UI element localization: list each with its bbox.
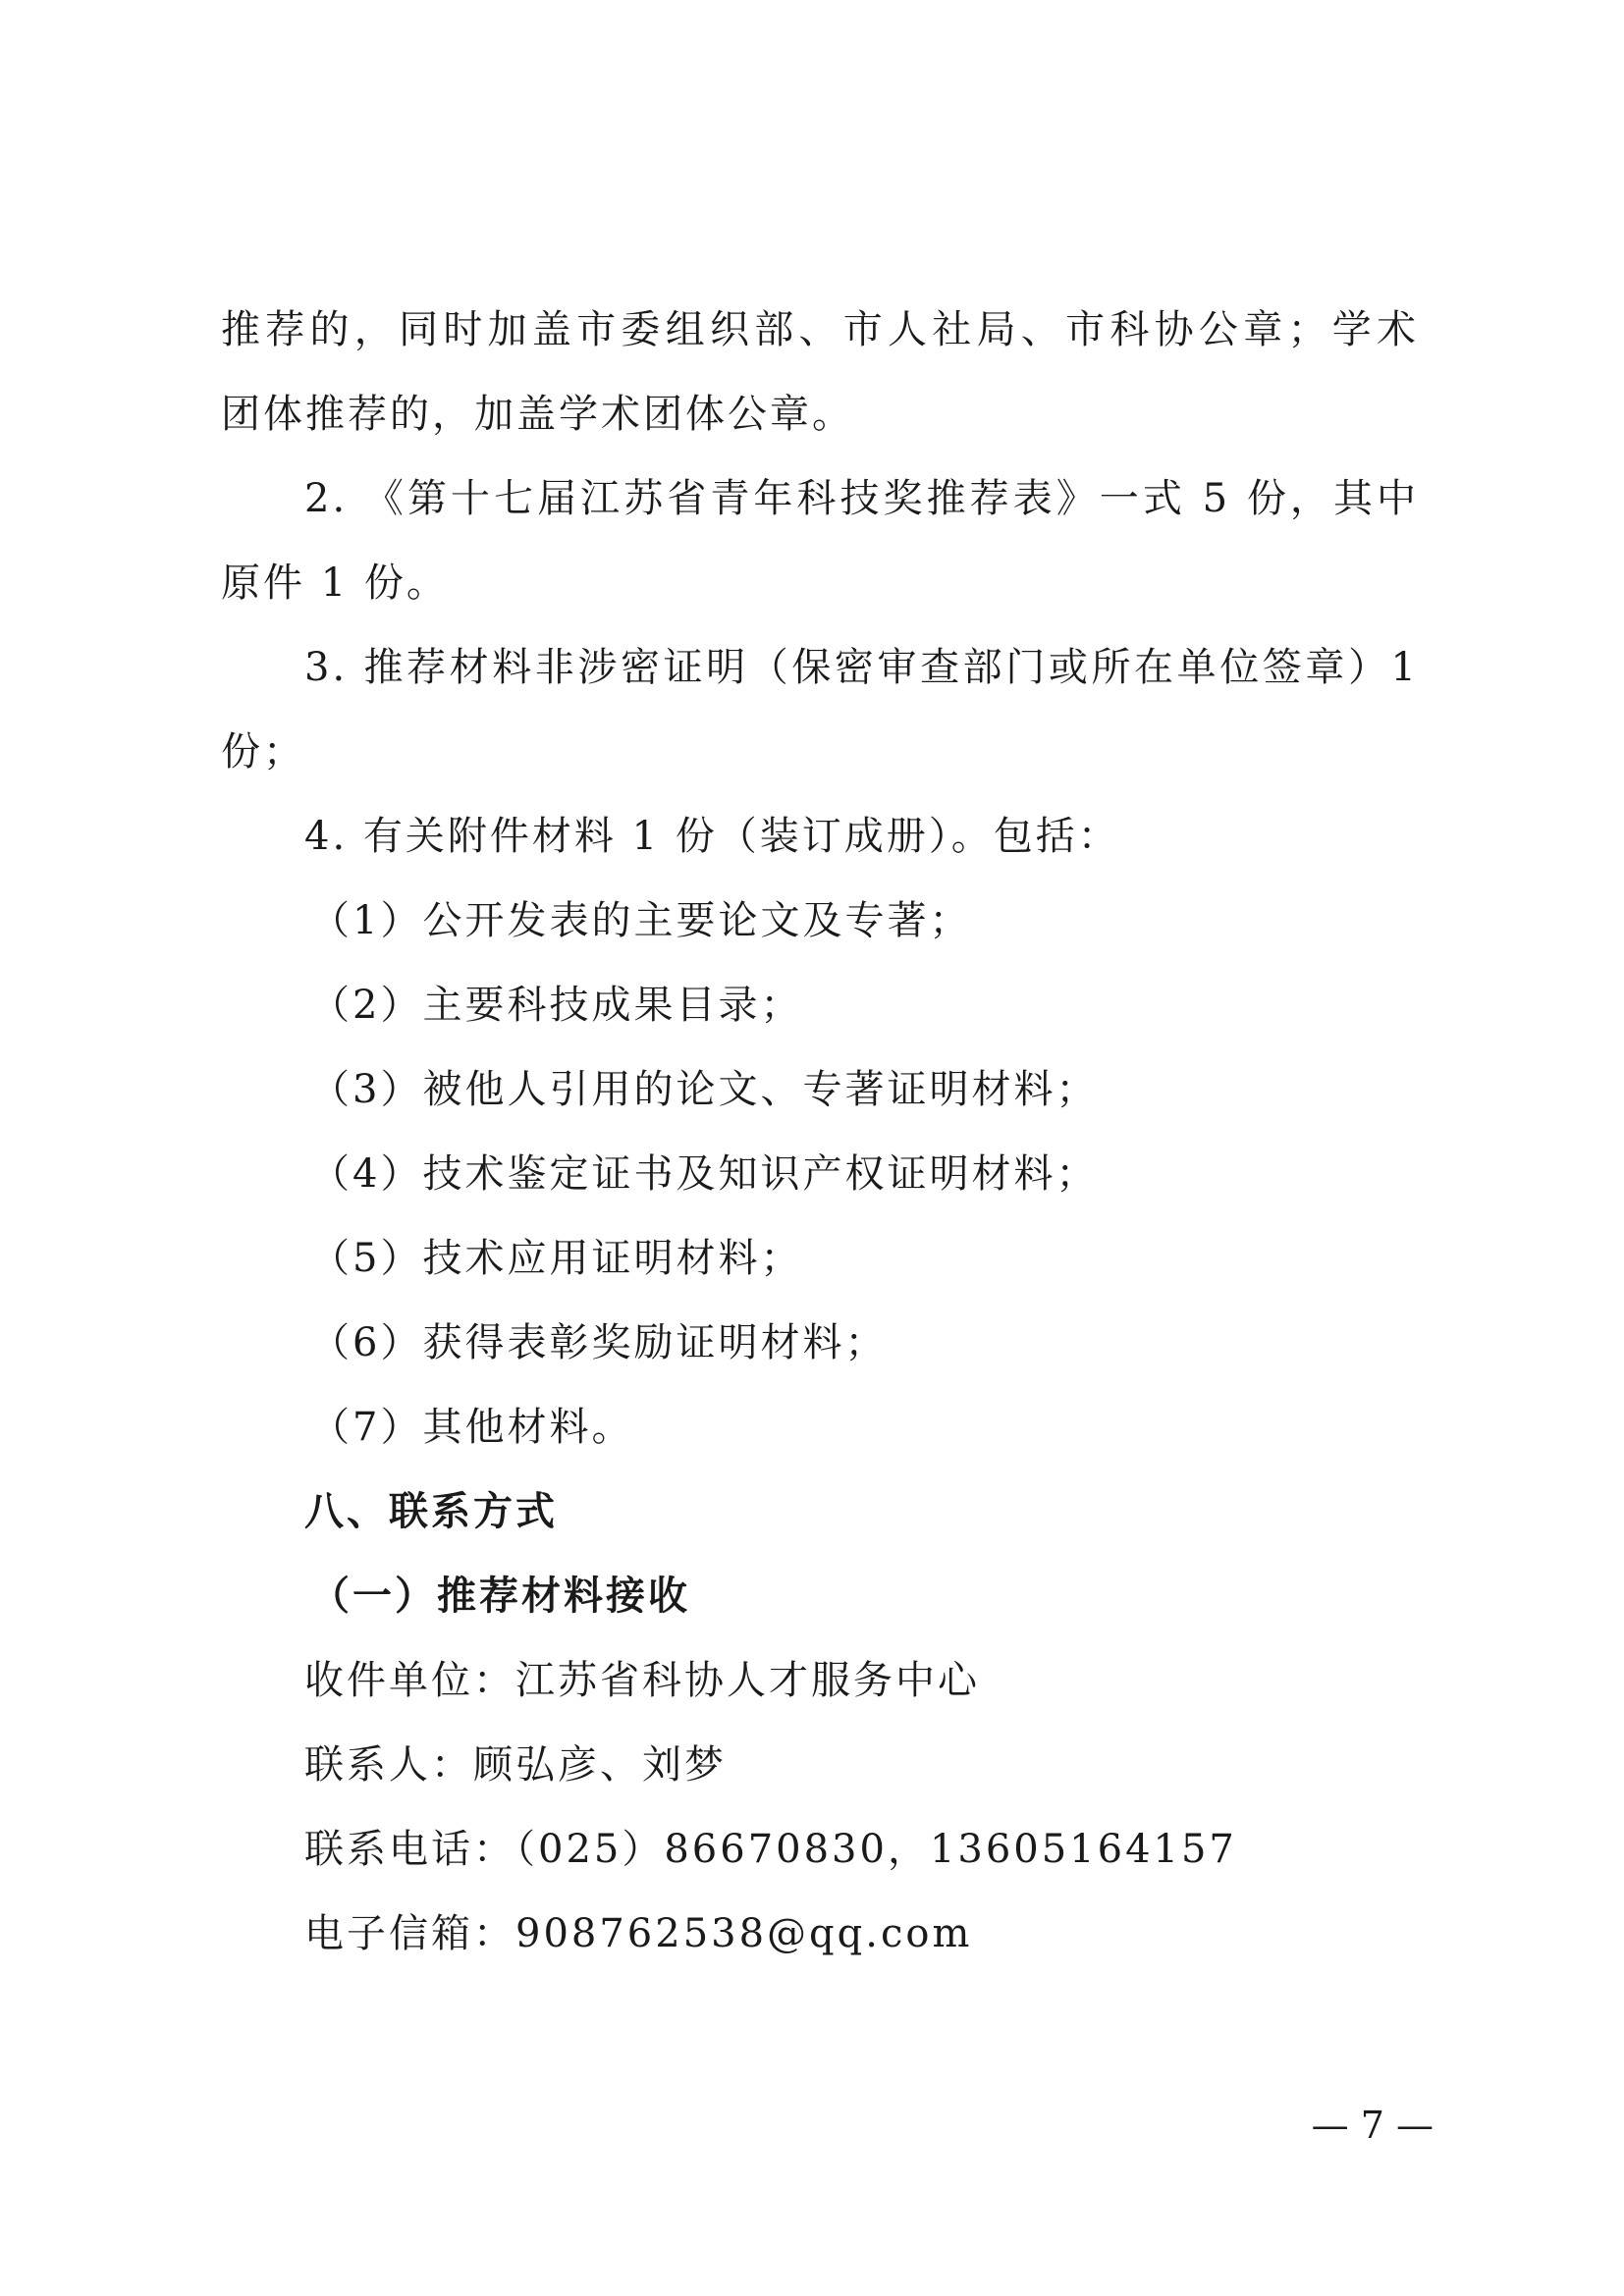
paragraph-item-3: 3. 推荐材料非涉密证明（保密审查部门或所在单位签章）1 (304, 645, 1419, 690)
paragraph-item-3-cont: 份； (221, 729, 305, 774)
paragraph-line-1: 推荐的，同时加盖市委组织部、市人社局、市科协公章；学术 (221, 307, 1419, 352)
attachment-item-6: （6）获得表彰奖励证明材料； (310, 1320, 888, 1365)
attachment-item-1: （1）公开发表的主要论文及专著； (310, 898, 972, 943)
contact-phone: 联系电话：（025）86670830，13605164157 (304, 1827, 1237, 1872)
page-number: — 7 — (1311, 2104, 1434, 2147)
paragraph-item-2: 2. 《第十七届江苏省青年科技奖推荐表》一式 5 份，其中 (304, 476, 1419, 521)
attachment-item-2: （2）主要科技成果目录； (310, 983, 803, 1028)
paragraph-item-2-cont: 原件 1 份。 (221, 561, 449, 606)
paragraph-item-4: 4. 有关附件材料 1 份（装订成册）。包括： (304, 814, 1120, 859)
contact-person: 联系人：顾弘彦、刘梦 (304, 1742, 727, 1788)
subsection-heading: （一）推荐材料接收 (310, 1574, 690, 1619)
contact-unit: 收件单位：江苏省科协人才服务中心 (304, 1658, 980, 1703)
attachment-item-4: （4）技术鉴定证书及知识产权证明材料； (310, 1151, 1099, 1197)
contact-email: 电子信箱：908762538@qq.com (304, 1911, 973, 1956)
attachment-item-7: （7）其他材料。 (310, 1405, 634, 1450)
paragraph-line-2: 团体推荐的，加盖学术团体公章。 (221, 392, 854, 437)
attachment-item-3: （3）被他人引用的论文、专著证明材料； (310, 1067, 1099, 1112)
section-heading: 八、联系方式 (304, 1489, 558, 1534)
attachment-item-5: （5）技术应用证明材料； (310, 1236, 803, 1281)
